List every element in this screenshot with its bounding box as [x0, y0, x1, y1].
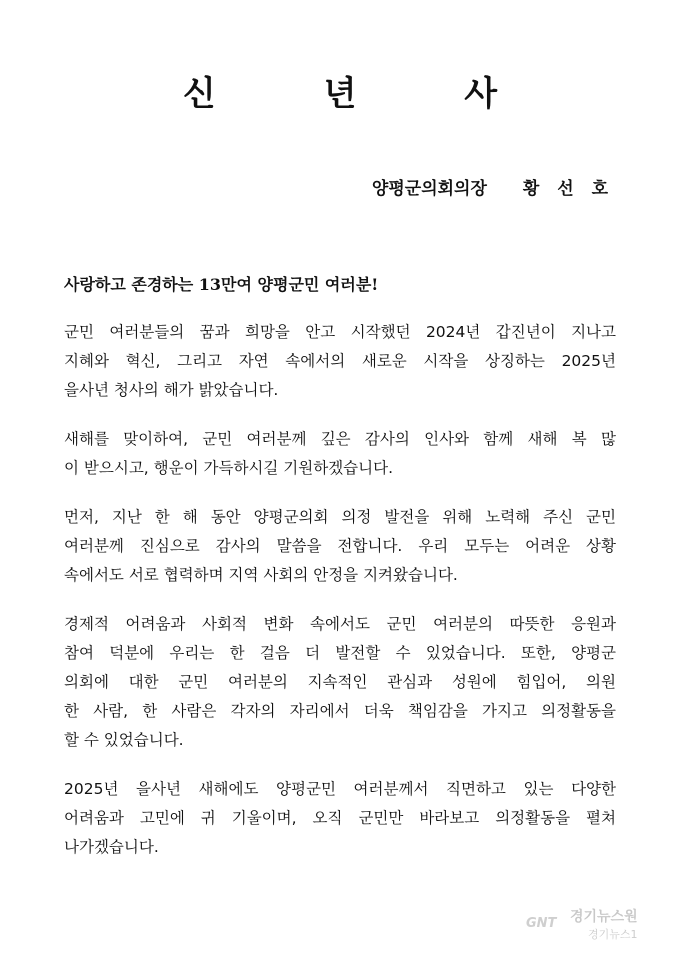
page-title: 신 년 사 [182, 74, 546, 114]
watermark-logo-icon: GNT [526, 916, 557, 931]
paragraph-line: 군민 여러분들의 꿈과 희망을 안고 시작했던 2024년 갑진년이 지나고 [64, 323, 616, 341]
paragraph-4 [64, 610, 616, 755]
paragraph-2 [64, 425, 616, 483]
paragraph-3 [64, 503, 616, 590]
paragraph-line: 여러분께 진심으로 감사의 말씀을 전합니다. 우리 모두는 어려운 상황 [64, 537, 616, 555]
paragraph-line: 의회에 대한 군민 여러분의 지속적인 관심과 성원에 힘입어, 의원 [64, 673, 616, 691]
paragraph-line: 나가겠습니다. [64, 838, 159, 856]
paragraph-line: 참여 덕분에 우리는 한 걸음 더 발전할 수 있었습니다. 또한, 양평군 [64, 644, 616, 662]
paragraph-line: 어려움과 고민에 귀 기울이며, 오직 군민만 바라보고 의정활동을 펼쳐 [64, 809, 616, 827]
watermark-name: 경기뉴스원 [570, 909, 638, 925]
paragraph-line: 할 수 있었습니다. [64, 731, 184, 749]
paragraph-line: 이 받으시고, 행운이 가득하시길 기원하겠습니다. [64, 459, 394, 477]
paragraph-5 [64, 775, 616, 862]
watermark [526, 904, 666, 944]
greeting: 사랑하고 존경하는 13만여 양평군민 여러분! [64, 275, 379, 294]
paragraph-line: 속에서도 서로 협력하며 지역 사회의 안정을 지켜왔습니다. [64, 566, 458, 584]
paragraph-line: 을사년 청사의 해가 밝았습니다. [64, 381, 279, 399]
paragraph-line: 새해를 맞이하여, 군민 여러분께 깊은 감사의 인사와 함께 새해 복 많 [64, 430, 616, 448]
author-name: 황 선 호 [522, 179, 614, 199]
author-line [372, 178, 614, 200]
paragraph-line: 2025년 을사년 새해에도 양평군민 여러분께서 직면하고 있는 다양한 [64, 780, 616, 798]
author-role: 양평군의회의장 [371, 179, 487, 199]
paragraph-1 [64, 318, 616, 405]
watermark-sub: 경기뉴스1 [588, 928, 638, 941]
paragraph-line: 경제적 어려움과 사회적 변화 속에서도 군민 여러분의 따뜻한 응원과 [64, 615, 616, 633]
paragraph-line: 한 사람, 한 사람은 각자의 자리에서 더욱 책임감을 가지고 의정활동을 [64, 702, 616, 720]
paragraph-line: 먼저, 지난 한 해 동안 양평군의회 의정 발전을 위해 노력해 주신 군민 [64, 508, 616, 526]
paragraph-line: 지혜와 혁신, 그리고 자연 속에서의 새로운 시작을 상징하는 2025년 [64, 352, 616, 370]
